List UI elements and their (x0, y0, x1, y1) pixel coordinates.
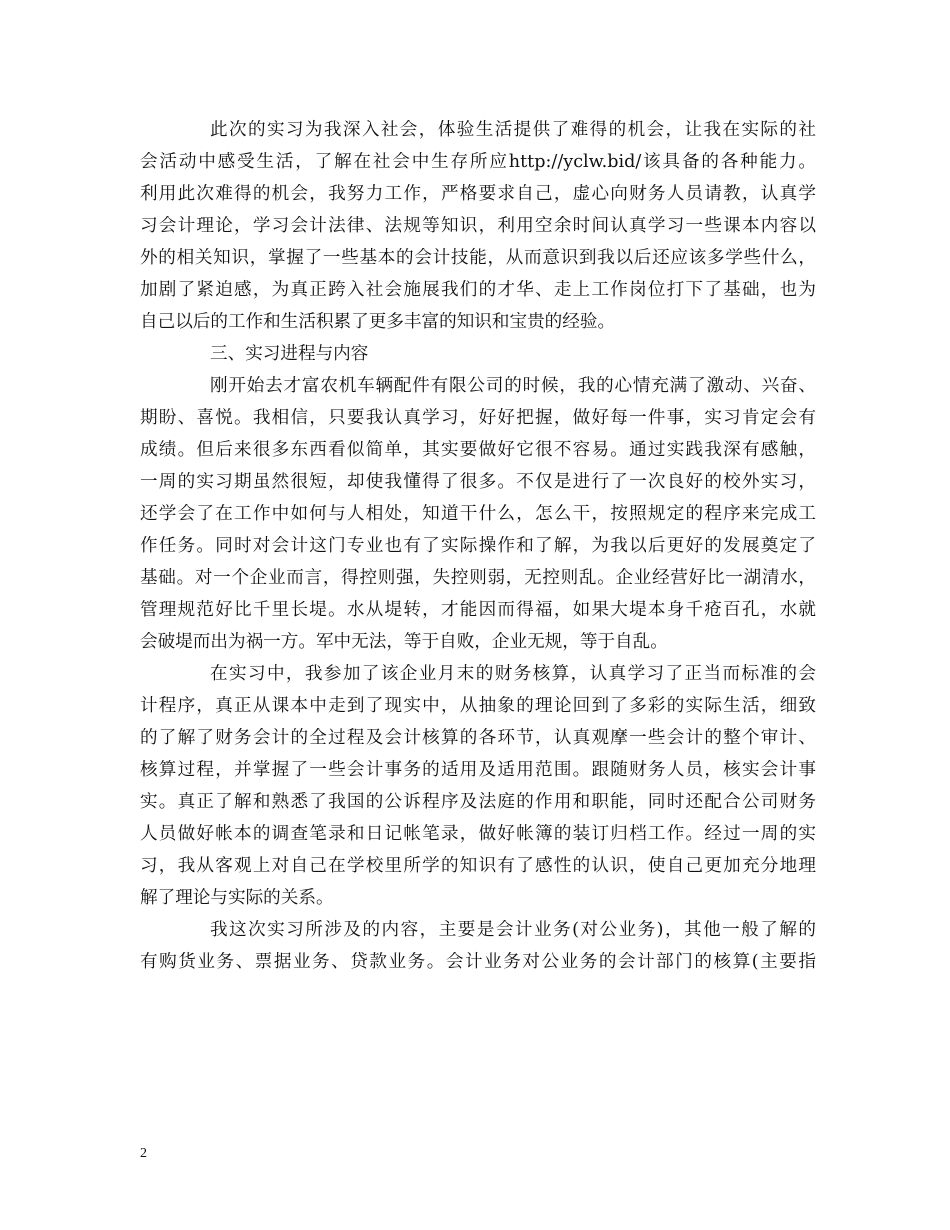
text-line: 刚开始去才富农机车辆配件有限公司的时候，我的心情充满了激动、兴奋、 (210, 376, 816, 396)
text-line: 管理规范好比千里长堤。水从堤转，才能因而得福，如果大堤本身千疮百孔，水就 (140, 600, 816, 620)
document-body (140, 114, 816, 978)
text-line: 利用此次难得的机会，我努力工作，严格要求自己，虚心向财务人员请教，认真学 (140, 184, 816, 204)
text-line: 在实习中，我参加了该企业月末的财务核算，认真学习了正当而标准的会 (210, 664, 816, 684)
page-number: 2 (140, 1146, 147, 1161)
paragraph-internship-start (140, 370, 816, 658)
text-line: 会破堤而出为祸一方。军中无法，等于自败，企业无规，等于自乱。 (140, 632, 668, 652)
text-line: 成绩。但后来很多东西看似简单，其实要做好它很不容易。通过实践我深有感触， (140, 440, 816, 460)
paragraph-internship-meaning (140, 114, 816, 338)
text-line: 有购货业务、票据业务、贷款业务。会计业务对公业务的会计部门的核算(主要指 (140, 952, 816, 972)
text-line: 我这次实习所涉及的内容，主要是会计业务(对公业务)，其他一般了解的 (210, 920, 816, 940)
text-line: 还学会了在工作中如何与人相处，知道干什么，怎么干，按照规定的程序来完成工 (140, 504, 816, 524)
text-line: 外的相关知识，掌握了一些基本的会计技能，从而意识到我以后还应该多学些什么， (140, 248, 816, 268)
section-heading (140, 338, 816, 370)
text-line: 核算过程，并掌握了一些会计事务的适用及适用范围。跟随财务人员，核实会计事 (140, 760, 816, 780)
section-heading-text: 三、实习进程与内容 (210, 344, 369, 364)
text-line: 加剧了紧迫感，为真正跨入社会施展我们的才华、走上工作岗位打下了基础，也为 (140, 280, 816, 300)
text-line: 解了理论与实际的关系。 (140, 888, 334, 908)
text-line: 自己以后的工作和生活积累了更多丰富的知识和宝贵的经验。 (140, 312, 616, 332)
text-line: 会活动中感受生活，了解在社会中生存所应http://yclw.bid/该具备的各种能力。 (140, 152, 816, 172)
text-line: 习，我从客观上对自己在学校里所学的知识有了感性的认识，使自己更加充分地理 (140, 856, 816, 876)
text-line: 基础。对一个企业而言，得控则强，失控则弱，无控则乱。企业经营好比一湖清水， (140, 568, 816, 588)
text-line: 计程序，真正从课本中走到了现实中，从抽象的理论回到了多彩的实际生活，细致 (140, 696, 816, 716)
text-line: 作任务。同时对会计这门专业也有了实际操作和了解，为我以后更好的发展奠定了 (140, 536, 816, 556)
text-line: 期盼、喜悦。我相信，只要我认真学习，好好把握，做好每一件事，实习肯定会有 (140, 408, 816, 428)
text-line: 的了解了财务会计的全过程及会计核算的各环节，认真观摩一些会计的整个审计、 (140, 728, 816, 748)
text-line: 此次的实习为我深入社会，体验生活提供了难得的机会，让我在实际的社 (210, 120, 816, 140)
text-line: 实。真正了解和熟悉了我国的公诉程序及法庭的作用和职能，同时还配合公司财务 (140, 792, 816, 812)
paragraph-financial-accounting (140, 658, 816, 914)
text-line: 人员做好帐本的调查笔录和日记帐笔录，做好帐簿的装订归档工作。经过一周的实 (140, 824, 816, 844)
text-line: 习会计理论，学习会计法律、法规等知识，利用空余时间认真学习一些课本内容以 (140, 216, 816, 236)
text-line: 一周的实习期虽然很短，却使我懂得了很多。不仅是进行了一次良好的校外实习， (140, 472, 816, 492)
paragraph-internship-content (140, 914, 816, 978)
